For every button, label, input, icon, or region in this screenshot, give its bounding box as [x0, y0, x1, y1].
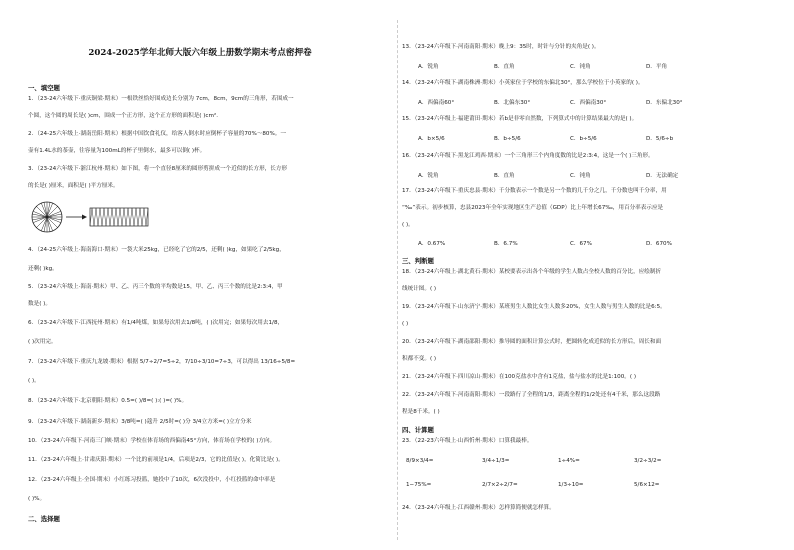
q24: 24．（23-24六年级上·江西赣州·期末）怎样算简便就怎样算。 [402, 505, 555, 511]
q15-option-a[interactable]: A．b×5/6 [418, 136, 445, 142]
q16-option-c[interactable]: C．钝角 [570, 173, 591, 179]
q5-line2: 数是( )。 [28, 301, 51, 307]
q6-line2: ( )次用完。 [28, 339, 57, 345]
q3-line2: 的长是( )厘米，面积是( )平方厘米。 [28, 183, 119, 189]
q1-line1: 1．（23-24六年级下·重庆铜梁·期末）一根铁丝恰好围成边长分别为 7cm，8cm，9cm的三角形，若围成一 [28, 96, 294, 102]
q2-line2: 壶有1.4L水的茶壶，往容量为100mL的杯子里倒水，最多可以倒( )杯。 [28, 148, 206, 154]
q17-option-d[interactable]: D．670% [646, 241, 672, 247]
q16-option-d[interactable]: D．无法确定 [646, 173, 679, 179]
q11: 11．（23-24六年级上·甘肃庆阳·期末）一个比的前项是1/4，后项是2/3，它的比值是( )，化简比是( )。 [28, 457, 284, 463]
q17-line3: ( )。 [402, 222, 414, 228]
q1-line2: 个圆，这个圆的周长是( )cm，围成一个正方形，这个正方形的面积是( )cm². [28, 113, 218, 119]
calc-item: 3/2÷3/2= [634, 458, 662, 464]
q2-line1: 2．（24-25六年级上·湖南岳阳·期末）根据中国饮食礼仪，给客人倒水时应倒杯子容量的70%～80%。一 [28, 131, 286, 137]
q17-options [418, 239, 758, 247]
q14-options [418, 98, 758, 106]
calc-item: 8/9×3/4= [406, 458, 434, 464]
q14: 14．（23-24六年级下·湖南株洲·期末）小英家位于学校的东偏北30°，那么学校位于小英家的( )。 [402, 80, 644, 86]
q9: 9．（23-24六年级下·湖南新乡·期末）3/8吨=( )蔻升 2/5时=( )分 3/4立方米=( )立方分米 [28, 419, 252, 425]
calc-row-1 [406, 458, 746, 468]
page-title: 2024-2025学年北师大版六年级上册数学期末考点密押卷 [88, 48, 312, 58]
q7-line2: ( )。 [28, 378, 40, 384]
q20-line2: 积都不变。( ) [402, 356, 437, 362]
q16-option-a[interactable]: A．锐角 [418, 173, 439, 179]
q23: 23．（22-23六年级上·山西忻州·期末）口算我最棒。 [402, 438, 533, 444]
q22-line1: 22．（23-24六年级下·河南南阳·期末）一段路行了全程的1/3，距离全程的1/2处还有4千米，那么这段路 [402, 392, 661, 398]
sliced-circle-icon [32, 202, 62, 232]
q6-line1: 6．（23-24六年级下·江西抚州·期末）有1/4吨煤，如果每次用去1/8吨，( )次用完；如果每次用去1/8， [28, 320, 284, 326]
q10: 10．（23-24六年级下·河南三门峡·期末）学校在体育场的西偏南45°方向，体育场在学校的( )方向。 [28, 438, 276, 444]
q17-option-c[interactable]: C．67% [570, 241, 592, 247]
q22-line2: 程是8千米。( ) [402, 409, 440, 415]
q19-line1: 19．（23-24六年级下·山东济宁·期末）某班男生人数比女生人数多20%，女生人数与男生人数的比是6:5。 [402, 304, 666, 310]
q3-line1: 3．（23-24六年级下·浙江杭州·期末）如下图，将一个直径8厘米的圆形剪拼成一个近似的长方形，长方形 [28, 166, 288, 172]
q14-option-d[interactable]: D．东偏北30° [646, 100, 683, 106]
q16-option-b[interactable]: B．直角 [494, 173, 515, 179]
calc-item: 1÷4%= [558, 458, 580, 464]
q15-options [418, 134, 758, 142]
q13-option-b[interactable]: B．直角 [494, 64, 515, 70]
q20-line1: 20．（23-24六年级下·湖南邵阳·期末）推导圆的面积计算公式时，把圆转化成近似的长方形后，周长和面 [402, 339, 662, 345]
q5-line1: 5．（23-24六年级上·海南·期末）甲、乙、丙三个数的平均数是15，甲、乙、丙三个数的比是2:3:4，甲 [28, 284, 283, 290]
section-calc: 四、计算题 [402, 426, 434, 434]
calc-item: 2/7×2÷2/7= [482, 482, 518, 488]
q17-line2: “‰”表示。初步核算，忠县2023年全年实现地区生产总值（GDP）比上年增长67‰，用百分率表示应是 [402, 205, 664, 211]
q12-line1: 12．（23-24六年级上·全国·期末）小红练习投篮，她投中了10次，6次没投中，小红投篮的命中率是 [28, 477, 276, 483]
q17-option-b[interactable]: B．6.7% [494, 241, 518, 247]
q14-option-a[interactable]: A．西偏南60° [418, 100, 455, 106]
q17-option-a[interactable]: A．0.67% [418, 241, 446, 247]
section-fill: 一、填空题 [28, 84, 60, 92]
q13-option-d[interactable]: D．平角 [646, 64, 668, 70]
q18-line1: 18．（23-24六年级上·湖北黄石·期末）某校要表示出各个年级的学生人数占全校人数的百分比，应绘制折 [402, 269, 662, 275]
calc-item: 5/6×12= [634, 482, 660, 488]
q4-line2: 还剩( )kg。 [28, 266, 58, 272]
calc-item: 3/4÷1/3= [482, 458, 510, 464]
q15-option-c[interactable]: C．b÷5/6 [570, 136, 597, 142]
section-choice: 二、选择题 [28, 515, 60, 523]
q17-line1: 17．（23-24六年级下·重庆忠县·期末）千分数表示一个数是另一个数的几千分之几，千分数也叫千分率，用 [402, 188, 667, 194]
q4-line1: 4．（24-25六年级上·海南海口·期末）一袋大米25kg，已经吃了它的2/5，还剩( )kg，如果吃了2/5kg， [28, 247, 285, 253]
q14-option-c[interactable]: C．西偏南30° [570, 100, 607, 106]
q15-option-b[interactable]: B．b÷5/6 [494, 136, 521, 142]
section-judge: 三、判断题 [402, 257, 434, 265]
q21: 21．（23-24六年级下·四川凉山·期末）在100克盐水中含有1克盐，盐与盐水的比是1:100。( ) [402, 374, 637, 380]
q7-line1: 7．（23-24六年级下·重庆九龙坡·期末）根据 5/7÷2/7=5÷2，7/10÷3/10=7÷3，可以得出 13/16÷5/8= [28, 359, 296, 365]
approx-rectangle-icon [90, 208, 148, 226]
q8: 8．（23-24六年级下·北京朝阳·期末）0.5=( )/8=( ):( )=( )%。 [28, 398, 188, 404]
q13-option-a[interactable]: A．锐角 [418, 64, 439, 70]
circle-to-rectangle-figure [30, 200, 150, 234]
q16: 16．（23-24六年级下·黑龙江鸡西·期末）一个三角形三个内角度数的比是2:3:4，这是一个( )三角形。 [402, 153, 654, 159]
q14-option-b[interactable]: B．北偏东30° [494, 100, 531, 106]
q13-options [418, 62, 758, 70]
calc-item: 1/3÷10= [558, 482, 584, 488]
q12-line2: ( )%。 [28, 496, 46, 502]
q15-option-d[interactable]: D．5/6÷b [646, 136, 674, 142]
q13: 13．（23-24六年级下·河南南阳·期末）晚上9：35时，时针与分针的夹角是( )。 [402, 44, 600, 50]
column-divider [397, 20, 398, 540]
q13-option-c[interactable]: C．钝角 [570, 64, 591, 70]
calc-row-2 [406, 482, 746, 492]
calc-item: 1−75%= [406, 482, 432, 488]
q16-options [418, 171, 758, 179]
arrow-icon [66, 215, 87, 220]
q18-line2: 线统计图。( ) [402, 286, 437, 292]
q19-line2: ( ) [402, 321, 409, 327]
q15: 15．（23-24六年级上·福建莆田·期末）若b是非零自然数，下列算式中的计算结果最大的是( )。 [402, 116, 638, 122]
